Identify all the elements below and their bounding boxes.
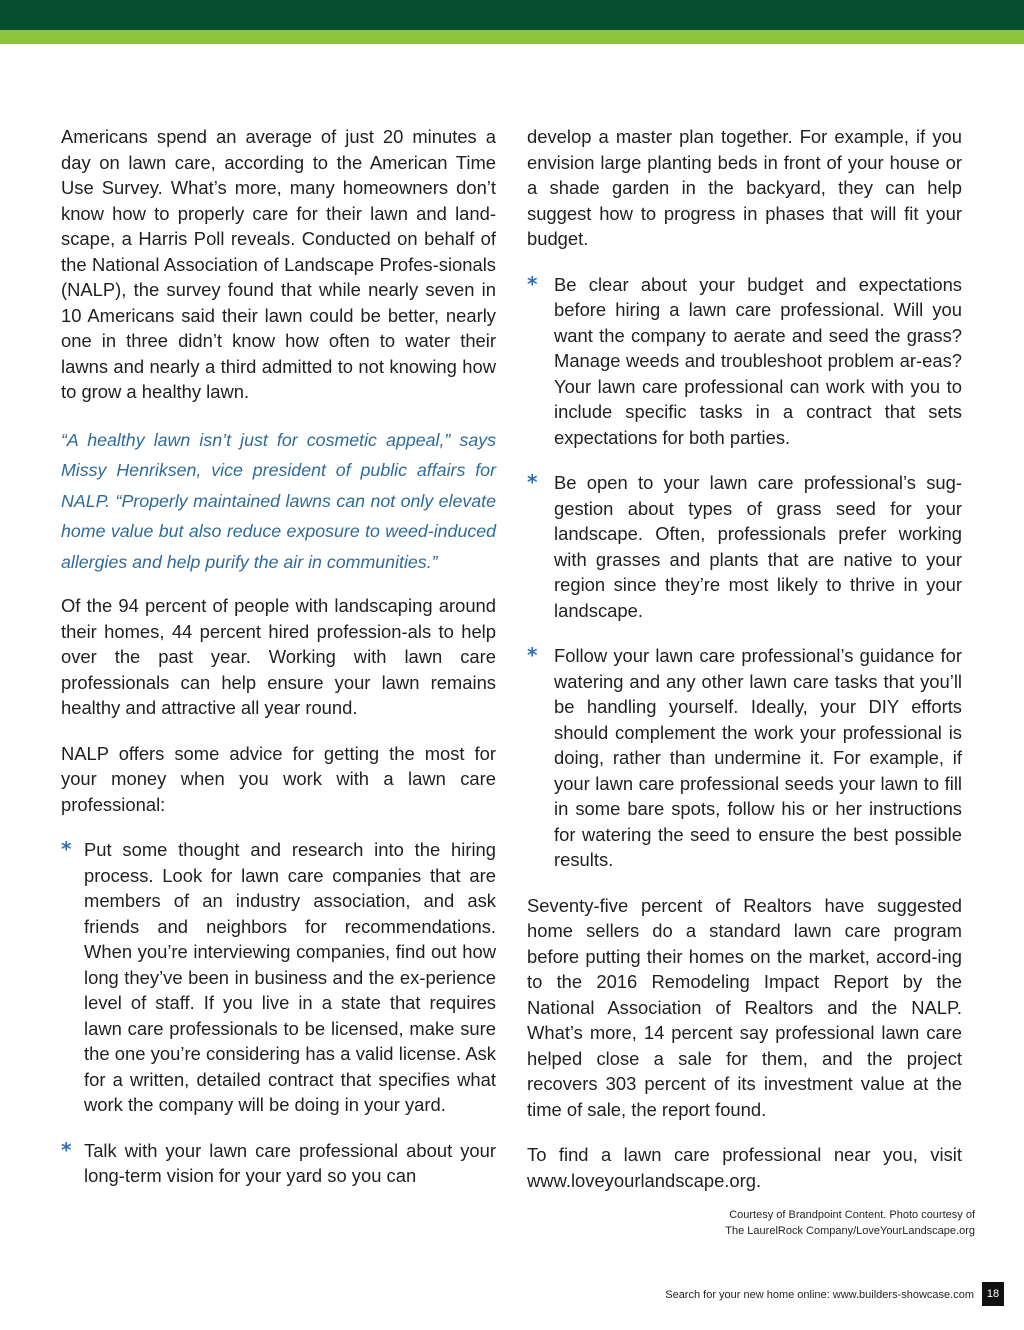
photo-credit [680,1207,975,1239]
asterisk-icon: * [527,470,538,494]
list-item [527,643,962,873]
paragraph-find-professional: To find a lawn care professional near you, visit www.loveyourlandscape.org. [527,1144,962,1191]
asterisk-icon: * [527,271,538,296]
asterisk-icon: * [61,837,72,862]
list-item-text: Put some thought and research into the hiring process. Look for lawn care companies that are members of an industry association, and ask friends and neighbors for recommendations. When you’re interviewing companies, find out how long they’ve been in business and the ex-perience level of staff. If you live in a state that requires lawn care professionals to be licensed, make sure the one you’re considering has a valid license. Ask for a written, detailed contract that specifies what work the company will be doing in your yard. [84,839,496,1116]
footer-text: Search for your new home online: www.builders-showcase.com [665,1289,974,1301]
paragraph-realtors: Seventy-five percent of Realtors have suggested home sellers do a standard lawn care program before putting their homes on the market, accord-ing to the 2016 Remodeling Impact Report by the National Association of Realtors and the NALP. What’s more, 14 percent say professional lawn care helped close a sale for them, and the project recovers 303 percent of its investment value at the time of sale, the report found. [527,894,962,1120]
list-item [527,272,962,451]
list-item-text: Talk with your lawn care professional about your long-term vision for your yard so you can [84,1139,496,1187]
header-band-green [0,30,1024,44]
list-item [61,837,496,1118]
paragraph-nalp-advice: NALP offers some advice for getting the most for your money when you work with a lawn care professional: [61,742,496,815]
list-item [61,1138,496,1189]
asterisk-icon: * [61,1137,72,1162]
asterisk-icon: * [527,643,538,667]
credit-line-2: The LaurelRock Company/LoveYourLandscape.org [725,1225,975,1237]
intro-paragraph: Americans spend an average of just 20 minutes a day on lawn care, according to the American Time Use Survey. What’s more, many homeowners don’t know how to properly care for their lawn and land-scape, a Harris Poll reveals. Conducted on behalf of the National Association of Landscape Profes-sionals (NALP), the survey found that while nearly seven in 10 Americans said their lawn could be better, nearly one in three didn’t know how often to water their lawns and nearly a third admitted to not knowing how to grow a healthy lawn. [61,126,496,402]
credit-line-1: Courtesy of Brandpoint Content. Photo courtesy of [729,1209,975,1221]
pull-quote: “A healthy lawn isn’t just for cosmetic appeal,” says Missy Henriksen, vice president of public affairs for NALP. “Properly maintained lawns can not only elevate home value but also reduce exposure to weed-induced allergies and help purify the air in communities.” [61,429,496,572]
continuation-paragraph: develop a master plan together. For example, if you envision large planting beds in front of your house or a shade garden in the backyard, they can help suggest how to progress in phases that will fit your budget. [527,126,962,249]
right-column [527,124,962,1213]
header-band-dark [0,0,1024,30]
paragraph-hired-professionals: Of the 94 percent of people with landscaping around their homes, 44 percent hired profession-als to help over the past year. Working with lawn care professionals can help ensure your lawn remains healthy and attractive all year round. [61,595,496,719]
left-column [61,124,496,1209]
list-item-text: Be open to your lawn care professional’s sug-gestion about types of grass seed for your landscape. Often, professionals prefer working with grasses and plants that are native to your region since they’re most likely to thrive in your landscape. [554,472,962,621]
list-item [527,470,962,623]
list-item-text: Follow your lawn care professional’s guidance for watering and any other lawn care tasks that you’ll be handling yourself. Ideally, your DIY efforts should complement the work your professional is doing, rather than undermine it. For example, if your lawn care professional seeds your lawn to fill in some bare spots, follow his or her instructions for watering the seed to ensure the best possible results. [554,645,962,870]
page-number: 18 [982,1282,1004,1306]
list-item-text: Be clear about your budget and expectations before hiring a lawn care professional. Will you want the company to aerate and seed the grass? Manage weeds and troubleshoot problem ar-eas? Your lawn care professional can work with you to include specific tasks in a contract that sets expectations for both parties. [554,273,962,448]
